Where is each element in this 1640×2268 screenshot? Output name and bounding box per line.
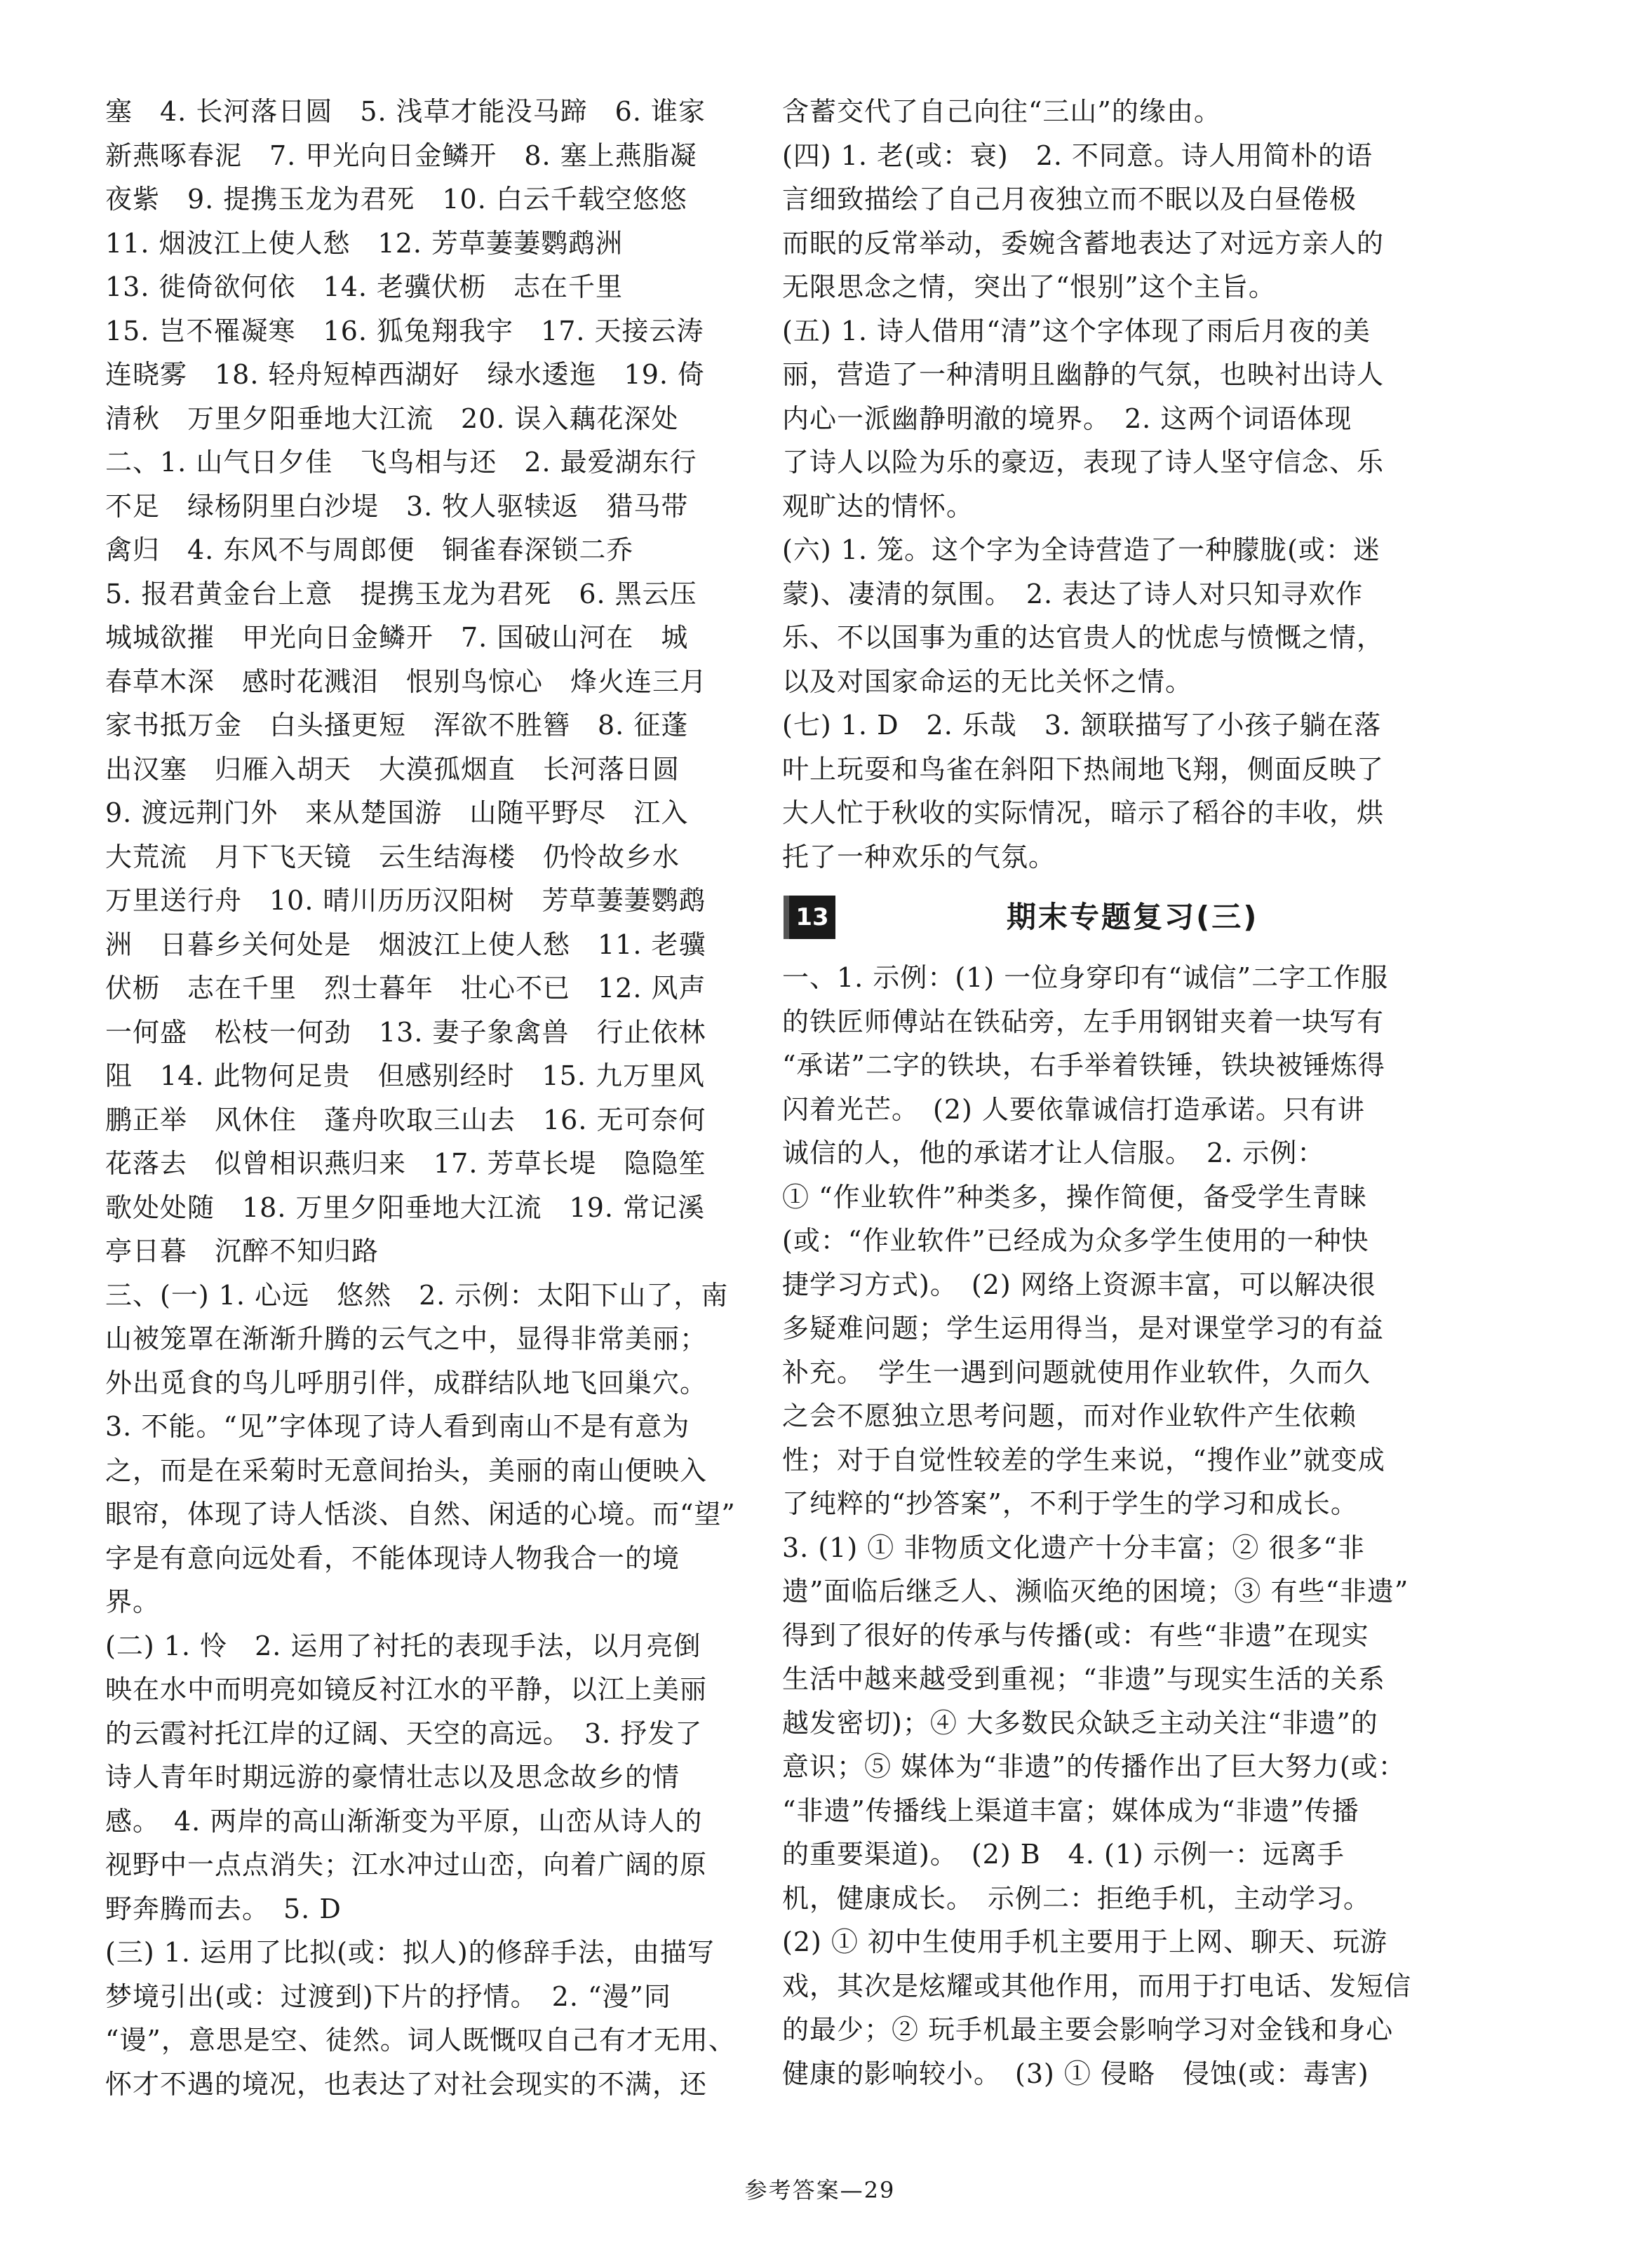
text-line: 不足 绿杨阴里白沙堤 3. 牧人驱犊返 猎马带 — [105, 490, 689, 522]
text-line: 叶上玩耍和鸟雀在斜阳下热闹地飞翔，侧面反映了 — [782, 753, 1385, 785]
text-line: “谩”，意思是空、徒然。词人既慨叹自己有才无用、 — [105, 2025, 736, 2056]
right-column — [782, 90, 1441, 2095]
section-number-badge: 13 — [784, 896, 835, 939]
text-line: 城城欲摧 甲光向日金鳞开 7. 国破山河在 城 — [105, 622, 689, 653]
text-line: 清秋 万里夕阳垂地大江流 20. 误入藕花深处 — [105, 403, 679, 434]
text-line: 大人忙于秋收的实际情况，暗示了稻谷的丰收，烘 — [782, 797, 1385, 828]
text-line: 丽，营造了一种清明且幽静的气氛，也映衬出诗人 — [782, 359, 1385, 390]
text-line: 捷学习方式)。 (2) 网络上资源丰富，可以解决很 — [782, 1269, 1376, 1300]
text-line: 3. 不能。“见”字体现了诗人看到南山不是有意为 — [105, 1411, 690, 1442]
text-line: 野奔腾而去。 5. D — [105, 1893, 342, 1924]
text-line: 以及对国家命运的无比关怀之情。 — [782, 666, 1193, 697]
section-header — [782, 889, 1441, 949]
text-line: 外出觅食的鸟儿呼朋引伴，成群结队地飞回巢穴。 — [105, 1367, 708, 1398]
text-line: 阻 14. 此物何足贵 但感别经时 15. 九万里风 — [105, 1060, 706, 1091]
text-line: (五) 1. 诗人借用“清”这个字体现了雨后月夜的美 — [782, 315, 1371, 346]
text-line: 塞 4. 长河落日圆 5. 浅草才能没马蹄 6. 谁家 — [105, 96, 706, 127]
text-line: 戏，其次是炫耀或其他作用，而用于打电话、发短信 — [782, 1970, 1412, 2002]
text-line: 的铁匠师傅站在铁砧旁，左手用钢钳夹着一块写有 — [782, 1006, 1385, 1037]
text-line: 映在水中而明亮如镜反衬江水的平静，以江上美丽 — [105, 1674, 708, 1705]
text-line: 一何盛 松枝一何劲 13. 妻子象禽兽 行止依林 — [105, 1016, 706, 1048]
text-line: 机，健康成长。 示例二：拒绝手机，主动学习。 — [782, 1882, 1371, 1914]
text-line: 夜紫 9. 提携玉龙为君死 10. 白云千载空悠悠 — [105, 184, 687, 215]
text-line: 大荒流 月下飞天镜 云生结海楼 仍怜故乡水 — [105, 841, 680, 872]
text-line: 乐、不以国事为重的达官贵人的忧虑与愤慨之情， — [782, 622, 1385, 653]
text-line: 二、1. 山气日夕佳 飞鸟相与还 2. 最爱湖东行 — [105, 447, 697, 478]
text-line: 洲 日暮乡关何处是 烟波江上使人愁 11. 老骥 — [105, 929, 706, 960]
text-line: 健康的影响较小。 (3) ① 侵略 侵蚀(或：毒害) — [782, 2058, 1369, 2089]
text-line: 得到了很好的传承与传播(或：有些“非遗”在现实 — [782, 1619, 1369, 1651]
text-line: (二) 1. 怜 2. 运用了衬托的表现手法，以月亮倒 — [105, 1630, 701, 1661]
text-line: 多疑难问题；学生运用得当，是对课堂学习的有益 — [782, 1313, 1385, 1344]
text-line: 意识；⑤ 媒体为“非遗”的传播作出了巨大努力(或： — [782, 1751, 1406, 1782]
text-line: (三) 1. 运用了比拟(或：拟人)的修辞手法，由描写 — [105, 1937, 715, 1968]
text-line: 之，而是在采菊时无意间抬头，美丽的南山便映入 — [105, 1454, 708, 1486]
section-title: 期末专题复习(三) — [1007, 900, 1259, 934]
text-line: 感。 4. 两岸的高山渐渐变为平原，山峦从诗人的 — [105, 1805, 703, 1837]
text-line: 诚信的人，他的承诺才让人信服。 2. 示例： — [782, 1138, 1325, 1168]
text-line: 的最少；② 玩手机最主要会影响学习对金钱和身心 — [782, 2014, 1394, 2045]
text-line: 伏枥 志在千里 烈士暮年 壮心不已 12. 风声 — [105, 973, 706, 1004]
text-line: “承诺”二字的铁块，右手举着铁锤，铁块被锤炼得 — [782, 1050, 1385, 1081]
text-line: 含蓄交代了自己向往“三山”的缘由。 — [782, 96, 1221, 127]
text-line: 生活中越来越受到重视；“非遗”与现实生活的关系 — [782, 1663, 1385, 1694]
text-line: 眼帘，体现了诗人恬淡、自然、闲适的心境。而“望” — [105, 1499, 736, 1530]
text-line: 之会不愿独立思考问题，而对作业软件产生依赖 — [782, 1400, 1357, 1431]
text-line: 的重要渠道)。 (2) B 4. (1) 示例一：远离手 — [782, 1839, 1345, 1870]
text-line: 观旷达的情怀。 — [782, 490, 974, 522]
text-line: 性；对于自觉性较差的学生来说，“搜作业”就变成 — [782, 1444, 1385, 1476]
text-line: 视野中一点点消失；江水冲过山峦，向着广阔的原 — [105, 1849, 708, 1880]
text-line: 11. 烟波江上使人愁 12. 芳草萋萋鹦鹉洲 — [105, 227, 624, 259]
right-column-top-text — [782, 90, 1441, 879]
text-line: 3. (1) ① 非物质文化遗产十分丰富；② 很多“非 — [782, 1532, 1365, 1563]
text-line: 遗”面临后继乏人、濒临灭绝的困境；③ 有些“非遗” — [782, 1576, 1409, 1607]
text-line: 界。 — [105, 1586, 161, 1617]
text-line: 内心一派幽静明澈的境界。 2. 这两个词语体现 — [782, 403, 1352, 434]
text-line: “非遗”传播线上渠道丰富；媒体成为“非遗”传播 — [782, 1795, 1359, 1826]
text-line: 的云霞衬托江岸的辽阔、天空的高远。 3. 抒发了 — [105, 1717, 703, 1749]
text-line: 山被笼罩在渐渐升腾的云气之中，显得非常美丽； — [105, 1323, 708, 1354]
text-line: (或：“作业软件”已经成为众多学生使用的一种快 — [782, 1225, 1369, 1256]
text-line: 托了一种欢乐的气氛。 — [782, 841, 1056, 872]
text-line: 梦境引出(或：过渡到)下片的抒情。 2. “漫”同 — [105, 1980, 671, 2012]
text-line: 15. 岂不罹凝寒 16. 狐兔翔我宇 17. 天接云涛 — [105, 315, 704, 346]
text-line: 而眠的反常举动，委婉含蓄地表达了对远方亲人的 — [782, 227, 1385, 259]
text-line: 出汉塞 归雁入胡天 大漠孤烟直 长河落日圆 — [105, 753, 680, 785]
text-line: 万里送行舟 10. 晴川历历汉阳树 芳草萋萋鹦鹉 — [105, 885, 706, 916]
text-line: 补充。 学生一遇到问题就使用作业软件，久而久 — [782, 1356, 1371, 1388]
text-line: ① “作业软件”种类多，操作简便，备受学生青睐 — [782, 1181, 1367, 1213]
text-line: 花落去 似曾相识燕归来 17. 芳草长堤 隐隐笙 — [105, 1148, 706, 1179]
text-line: 三、(一) 1. 心远 悠然 2. 示例：太阳下山了，南 — [105, 1279, 729, 1311]
right-column-bottom-text — [782, 956, 1441, 2095]
text-line: 蒙)、凄清的氛围。 2. 表达了诗人对只知寻欢作 — [782, 578, 1364, 609]
text-line: (七) 1. D 2. 乐哉 3. 颔联描写了小孩子躺在落 — [782, 710, 1382, 741]
text-line: 禽归 4. 东风不与周郎便 铜雀春深锁二乔 — [105, 534, 634, 565]
text-line: 9. 渡远荆门外 来从楚国游 山随平野尽 江入 — [105, 797, 689, 828]
text-line: (四) 1. 老(或：衰) 2. 不同意。诗人用简朴的语 — [782, 140, 1373, 171]
text-line: 歌处处随 18. 万里夕阳垂地大江流 19. 常记溪 — [105, 1192, 706, 1223]
text-line: 了纯粹的“抄答案”，不利于学生的学习和成长。 — [782, 1488, 1358, 1519]
page-footer: 参考答案—29 — [744, 2177, 896, 2203]
text-line: 5. 报君黄金台上意 提携玉龙为君死 6. 黑云压 — [105, 578, 697, 609]
text-line: 亭日暮 沉醉不知归路 — [105, 1236, 379, 1267]
text-line: 春草木深 感时花溅泪 恨别鸟惊心 烽火连三月 — [105, 666, 708, 697]
text-line: 字是有意向远处看，不能体现诗人物我合一的境 — [105, 1542, 680, 1574]
text-line: 连晓雾 18. 轻舟短棹西湖好 绿水逶迤 19. 倚 — [105, 359, 706, 390]
left-column — [105, 90, 751, 2106]
text-line: 鹏正举 风休住 蓬舟吹取三山去 16. 无可奈何 — [105, 1104, 706, 1135]
text-line: 越发密切)；④ 大多数民众缺乏主动关注“非遗”的 — [782, 1707, 1378, 1739]
text-line: (2) ① 初中生使用手机主要用于上网、聊天、玩游 — [782, 1926, 1387, 1957]
text-line: 闪着光芒。 (2) 人要依靠诚信打造承诺。只有讲 — [782, 1093, 1365, 1125]
text-line: (六) 1. 笼。这个字为全诗营造了一种朦胧(或：迷 — [782, 534, 1380, 565]
text-line: 一、1. 示例：(1) 一位身穿印有“诚信”二字工作服 — [782, 962, 1389, 993]
text-line: 新燕啄春泥 7. 甲光向日金鳞开 8. 塞上燕脂凝 — [105, 140, 697, 171]
text-line: 了诗人以险为乐的豪迈，表现了诗人坚守信念、乐 — [782, 447, 1385, 478]
text-line: 家书抵万金 白头搔更短 浑欲不胜簪 8. 征蓬 — [105, 710, 689, 741]
text-line: 言细致描绘了自己月夜独立而不眠以及白昼倦极 — [782, 184, 1357, 215]
text-line: 怀才不遇的境况，也表达了对社会现实的不满，还 — [105, 2068, 708, 2100]
text-line: 无限思念之情，突出了“恨别”这个主旨。 — [782, 271, 1276, 302]
text-line: 诗人青年时期远游的豪情壮志以及思念故乡的情 — [105, 1762, 680, 1793]
text-line: 13. 徙倚欲何依 14. 老骥伏枥 志在千里 — [105, 271, 624, 302]
